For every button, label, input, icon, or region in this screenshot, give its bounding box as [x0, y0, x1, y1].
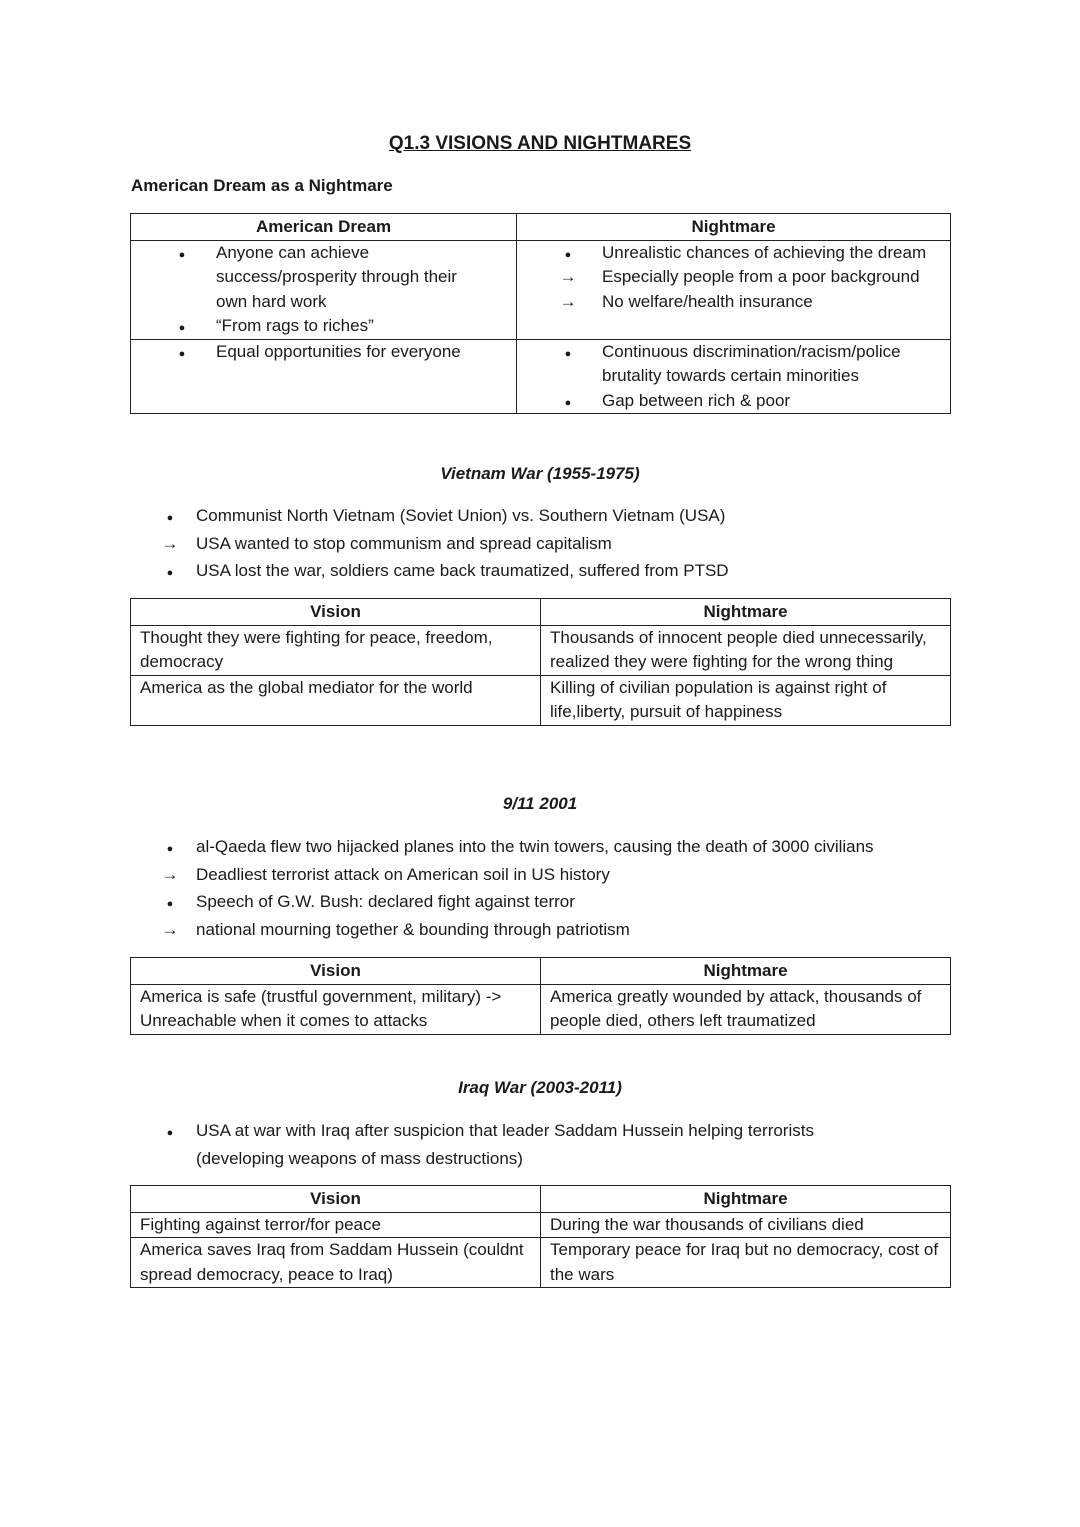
list-item: ● Continuous discrimination/racism/police brutality towards certain minorities — [526, 340, 941, 389]
table-cell: America greatly wounded by attack, thousands of people died, others left traumatized — [541, 984, 951, 1034]
table-cell: Thought they were fighting for peace, freedom, democracy — [131, 625, 541, 675]
cell-list — [140, 340, 507, 365]
list-item: ● Speech of G.W. Bush: declared fight against terror — [160, 888, 960, 916]
table-cell: Killing of civilian population is against right of life,liberty, pursuit of happiness — [541, 675, 951, 725]
section-heading-iraq: Iraq War (2003-2011) — [458, 1078, 622, 1097]
bullet-icon — [160, 502, 180, 533]
table-cell: During the war thousands of civilians died — [541, 1212, 951, 1238]
table-cell: Thousands of innocent people died unnecessarily, realized they were fighting for the wrong thing — [541, 625, 951, 675]
table-cell — [131, 339, 517, 414]
column-header: Nightmare — [541, 958, 951, 985]
iraq-bullet-list — [160, 1117, 880, 1172]
bullet-icon — [556, 241, 580, 268]
column-header: Vision — [131, 599, 541, 626]
table-cell: America is safe (trustful government, military) -> Unreachable when it comes to attacks — [131, 984, 541, 1034]
cell-list — [526, 241, 941, 315]
vietnam-table — [130, 598, 951, 726]
table-row — [131, 1238, 951, 1288]
list-item: ● Anyone can achieve success/prosperity through their own hard work — [140, 241, 507, 315]
table-row — [131, 240, 951, 339]
arrow-icon — [556, 290, 580, 315]
vietnam-bullet-list — [160, 502, 960, 585]
table-cell — [131, 240, 517, 339]
column-header: Nightmare — [541, 599, 951, 626]
list-item: → Deadliest terrorist attack on American soil in US history — [160, 861, 960, 889]
list-item: ● USA lost the war, soldiers came back traumatized, suffered from PTSD — [160, 557, 960, 585]
arrow-icon — [160, 530, 180, 558]
arrow-icon — [556, 265, 580, 290]
arrow-icon — [160, 861, 180, 889]
table-cell: Temporary peace for Iraq but no democracy, cost of the wars — [541, 1238, 951, 1288]
column-header: Nightmare — [541, 1186, 951, 1213]
bullet-icon — [170, 314, 194, 341]
section-heading-vietnam: Vietnam War (1955-1975) — [440, 464, 640, 483]
table-row — [131, 625, 951, 675]
table-header-row — [131, 214, 951, 241]
table-row — [131, 984, 951, 1034]
column-header: Vision — [131, 958, 541, 985]
list-item: ● Communist North Vietnam (Soviet Union) vs. Southern Vietnam (USA) — [160, 502, 960, 530]
section-subtitle: American Dream as a Nightmare — [131, 176, 393, 195]
911-table — [130, 957, 951, 1035]
list-item: ● USA at war with Iraq after suspicion that leader Saddam Hussein helping terrorists (developing weapons of mass destructions) — [160, 1117, 880, 1172]
bullet-icon — [160, 1117, 180, 1148]
bullet-icon — [170, 241, 194, 268]
cell-list — [140, 241, 507, 339]
iraq-table — [130, 1185, 951, 1288]
list-item: → No welfare/health insurance — [526, 290, 941, 315]
column-header: Vision — [131, 1186, 541, 1213]
page-title: Q1.3 VISIONS AND NIGHTMARES — [388, 133, 692, 154]
list-item: ● Unrealistic chances of achieving the dream — [526, 241, 941, 266]
table-header-row — [131, 1186, 951, 1213]
column-header: Nightmare — [517, 214, 951, 241]
list-item: ● al-Qaeda flew two hijacked planes into the twin towers, causing the death of 3000 civilians — [160, 833, 960, 861]
bullet-icon — [160, 833, 180, 864]
list-item: ● “From rags to riches” — [140, 314, 507, 339]
list-item: → national mourning together & bounding through patriotism — [160, 916, 960, 944]
bullet-icon — [160, 888, 180, 919]
column-header: American Dream — [131, 214, 517, 241]
list-item: → USA wanted to stop communism and spread capitalism — [160, 530, 960, 558]
table-cell — [517, 339, 951, 414]
list-item: ● Equal opportunities for everyone — [140, 340, 507, 365]
bullet-icon — [556, 340, 580, 367]
table-row — [131, 675, 951, 725]
bullet-icon — [170, 340, 194, 367]
table-cell — [517, 240, 951, 339]
table-cell: America as the global mediator for the world — [131, 675, 541, 725]
section-heading-911: 9/11 2001 — [502, 794, 578, 813]
list-item: ● Gap between rich & poor — [526, 389, 941, 414]
bullet-icon — [160, 557, 180, 588]
table-row — [131, 1212, 951, 1238]
table-header-row — [131, 599, 951, 626]
table-header-row — [131, 958, 951, 985]
table-row — [131, 339, 951, 414]
table-cell: America saves Iraq from Saddam Hussein (couldnt spread democracy, peace to Iraq) — [131, 1238, 541, 1288]
cell-list — [526, 340, 941, 414]
bullet-icon — [556, 389, 580, 416]
table-cell: Fighting against terror/for peace — [131, 1212, 541, 1238]
arrow-icon — [160, 916, 180, 944]
911-bullet-list — [160, 833, 960, 943]
american-dream-table — [130, 213, 951, 414]
list-item: → Especially people from a poor background — [526, 265, 941, 290]
